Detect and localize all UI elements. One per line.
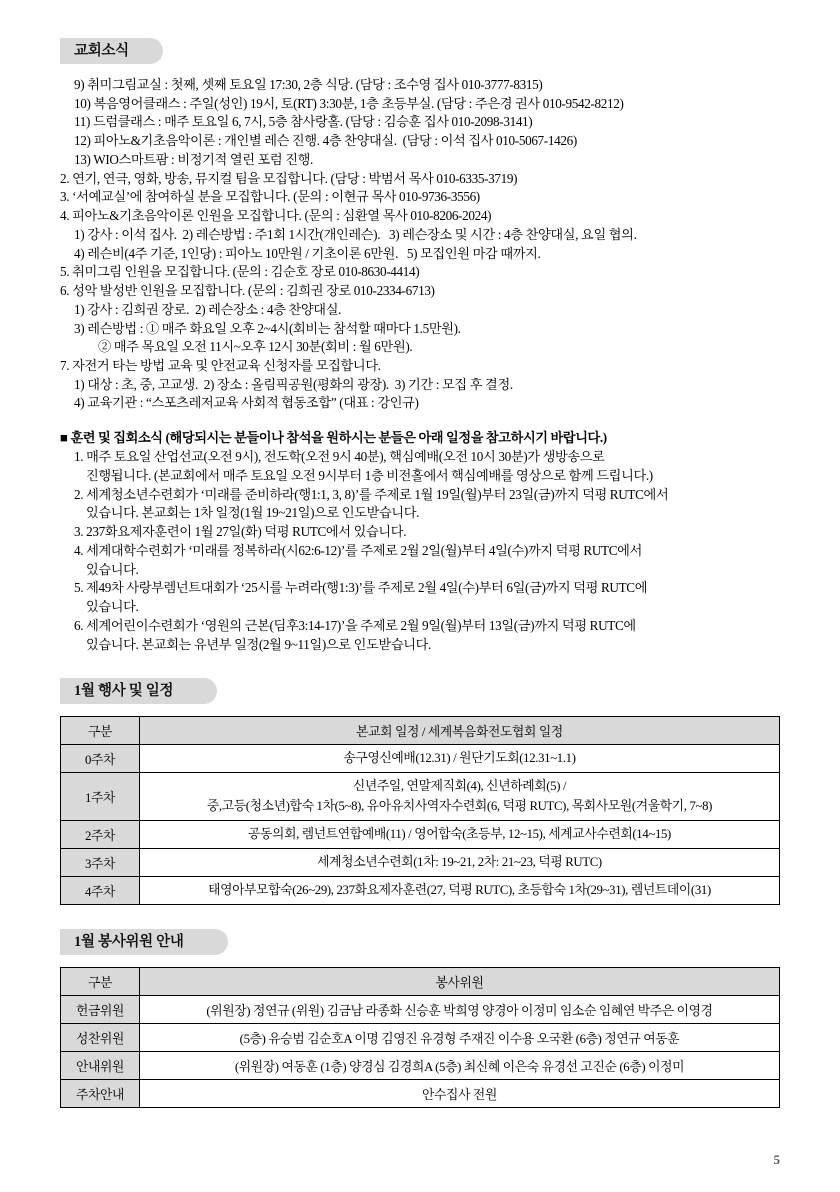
table-row	[61, 1052, 780, 1080]
table-row	[61, 820, 780, 848]
table-header-row	[61, 968, 780, 996]
volunteer-header-category: 구분	[61, 968, 140, 996]
news-body	[60, 76, 780, 413]
news-line: ② 매주 목요일 오전 11시~오후 12시 30분(회비 : 월 6만원).	[98, 339, 413, 355]
news-line: 3) 레슨방법 : ① 매주 화요일 오후 2~4시(회비는 참석할 때마다 1.5만원).	[74, 320, 461, 336]
volunteer-row-content: (위원장) 여동훈 (1층) 양경심 김경희A (5층) 최신혜 이은숙 유경선 고진순 (6층) 이정미	[140, 1052, 780, 1080]
volunteer-row-label: 헌금위원	[61, 996, 140, 1024]
news-line: 5. 취미그림 인원을 모집합니다. (문의 : 김순호 장로 010-8630-4414)	[60, 264, 420, 280]
news-line: 9) 취미그림교실 : 첫째, 셋째 토요일 17:30, 2층 식당. (담당 : 조수영 집사 010-3777-8315)	[74, 77, 543, 92]
schedule-row-label: 4주차	[61, 877, 140, 905]
schedule-row-content	[140, 877, 780, 905]
news-line: 1) 강사 : 이석 집사. 2) 레슨방법 : 주1회 1시간(개인레슨). 3) 레슨장소 및 시간 : 4층 찬양대실, 요일 협의.	[74, 226, 637, 242]
schedule-row-content	[140, 849, 780, 877]
schedule-header-content: 본교회 일정 / 세계복음화전도협회 일정	[140, 717, 780, 745]
schedule-row-line: 태영아부모합숙(26~29), 237화요제자훈련(27, 덕평 RUTC), 초등합숙 1차(29~31), 렘넌트데이(31)	[208, 883, 711, 898]
training-line: 6. 세계어린이수련회가 ‘영원의 근본(딤후3:14-17)’을 주제로 2월 9일(월)부터 13일(금)까지 덕평 RUTC에	[74, 617, 636, 633]
page-number: 5	[773, 1152, 780, 1167]
schedule-row-content	[140, 745, 780, 773]
schedule-row-label: 2주차	[61, 820, 140, 848]
training-line: 1. 매주 토요일 산업선교(오전 9시), 전도학(오전 9시 40분), 핵심예배(오전 10시 30분)가 생방송으로	[74, 449, 605, 465]
news-line: 1) 대상 : 초, 중, 고교생. 2) 장소 : 올림픽공원(평화의 광장). 3) 기간 : 모집 후 결정.	[74, 376, 513, 392]
volunteer-row-content: (5층) 유승범 김순호A 이명 김영진 유경형 주재진 이수용 오국환 (6층) 정연규 여동훈	[140, 1024, 780, 1052]
training-line: 진행됩니다. (본교회에서 매주 토요일 오전 9시부터 1층 비전홀에서 핵심예배를 영상으로 함께 드립니다.)	[86, 467, 653, 483]
section-header-volunteers	[60, 929, 780, 955]
section-title-schedule: 1월 행사 및 일정	[60, 678, 217, 704]
volunteer-row-content: 안수집사 전원	[140, 1080, 780, 1108]
news-line: 10) 복음영어클래스 : 주일(성인) 19시, 토(RT) 3:30분, 1층 초등부실. (담당 : 주은경 권사 010-9542-8212)	[74, 95, 624, 111]
section-title-volunteers: 1월 봉사위원 안내	[60, 929, 228, 955]
schedule-row-content	[140, 820, 780, 848]
volunteer-row-label: 안내위원	[61, 1052, 140, 1080]
training-line: 3. 237화요제자훈련이 1월 27일(화) 덕평 RUTC에서 있습니다.	[74, 524, 407, 540]
news-line: 3. ‘서예교실’에 참여하실 분을 모집합니다. (문의 : 이현규 목사 010-9736-3556)	[60, 189, 480, 205]
training-heading: ■ 훈련 및 집회소식 (해당되시는 분들이나 참석을 원하시는 분들은 아래 일정을 참고하시기 바랍니다.)	[60, 430, 607, 446]
training-line: 4. 세계대학수련회가 ‘미래를 정복하라(시62:6-12)’를 주제로 2월 2일(월)부터 4일(수)까지 덕평 RUTC에서	[74, 542, 642, 558]
news-line: 11) 드럼클래스 : 매주 토요일 6, 7시, 5층 참사랑홀. (담당 : 김승훈 집사 010-2098-3141)	[74, 114, 533, 130]
table-row	[61, 877, 780, 905]
schedule-header-category: 구분	[61, 717, 140, 745]
volunteer-header-content: 봉사위원	[140, 968, 780, 996]
schedule-row-label: 0주차	[61, 745, 140, 773]
training-line: 5. 제49차 사랑부렘넌트대회가 ‘25시를 누려라(행1:3)’를 주제로 2월 4일(수)부터 6일(금)까지 덕평 RUTC에	[74, 580, 648, 596]
news-line: 7. 자전거 타는 방법 교육 및 안전교육 신청자를 모집합니다.	[60, 358, 381, 374]
schedule-row-line: 송구영신예배(12.31) / 원단기도회(12.31~1.1)	[343, 751, 576, 766]
section-header-schedule	[60, 678, 780, 704]
table-row	[61, 745, 780, 773]
news-line: 6. 성악 발성반 인원을 모집합니다. (문의 : 김희권 장로 010-2334-6713)	[60, 283, 435, 299]
schedule-table	[60, 716, 780, 905]
schedule-row-content	[140, 773, 780, 820]
training-line: 있습니다. 본교회는 유년부 일정(2월 9~11일)으로 인도받습니다.	[86, 636, 431, 652]
table-row	[61, 773, 780, 820]
news-line: 12) 피아노&기초음악이론 : 개인별 레슨 진행. 4층 찬양대실. (담당 : 이석 집사 010-5067-1426)	[74, 133, 577, 149]
training-line: 2. 세계청소년수련회가 ‘미래를 준비하라(행1:1, 3, 8)’를 주제로 1월 19일(월)부터 23일(금)까지 덕평 RUTC에서	[74, 486, 669, 502]
training-line: 있습니다. 본교회는 1차 일정(1월 19~21일)으로 인도받습니다.	[86, 505, 420, 521]
volunteer-table	[60, 967, 780, 1108]
volunteer-row-content: (위원장) 정연규 (위원) 김금남 라종화 신승훈 박희영 양경아 이정미 임소순 임혜연 박주은 이영경	[140, 996, 780, 1024]
training-line: 있습니다.	[86, 599, 139, 615]
training-line: 있습니다.	[86, 561, 139, 577]
table-header-row	[61, 717, 780, 745]
volunteer-row-label: 성찬위원	[61, 1024, 140, 1052]
table-row	[61, 1080, 780, 1108]
section-header-news	[60, 38, 780, 64]
volunteer-row-label: 주차안내	[61, 1080, 140, 1108]
news-line: 2. 연기, 연극, 영화, 방송, 뮤지컬 팀을 모집합니다. (담당 : 박범서 목사 010-6335-3719)	[60, 170, 518, 186]
schedule-row-label: 3주차	[61, 849, 140, 877]
section-title-news: 교회소식	[60, 38, 163, 64]
news-line: 1) 강사 : 김희권 장로. 2) 레슨장소 : 4층 찬양대실.	[74, 301, 342, 317]
table-row	[61, 1024, 780, 1052]
training-body	[60, 448, 780, 654]
schedule-row-line: 세계청소년수련회(1차: 19~21, 2차: 21~23, 덕평 RUTC)	[317, 855, 602, 870]
schedule-row-label: 1주차	[61, 773, 140, 820]
table-row	[61, 996, 780, 1024]
news-line: 4) 교육기관 : “스포츠레저교육 사회적 협동조합” (대표 : 강인규)	[74, 395, 419, 411]
schedule-row-line: 신년주일, 연말제직회(4), 신년하례회(5) /	[352, 779, 567, 794]
news-line: 13) WIO스마트팜 : 비정기적 열린 포럼 진행.	[74, 151, 313, 167]
schedule-row-line: 공동의회, 렘넌트연합예배(11) / 영어합숙(초등부, 12~15), 세계교사수련회(14~15)	[248, 826, 671, 841]
news-line: 4) 레슨비(4주 기준, 1인당) : 피아노 10만원 / 기초이론 6만원. 5) 모집인원 마감 때까지.	[74, 245, 541, 261]
news-line: 4. 피아노&기초음악이론 인원을 모집합니다. (문의 : 심환열 목사 010-8206-2024)	[60, 208, 492, 224]
table-row	[61, 849, 780, 877]
schedule-row-line: 중,고등(청소년)합숙 1차(5~8), 유아유치사역자수련회(6, 덕평 RUTC), 목회사모원(겨울학기, 7~8)	[206, 798, 713, 813]
